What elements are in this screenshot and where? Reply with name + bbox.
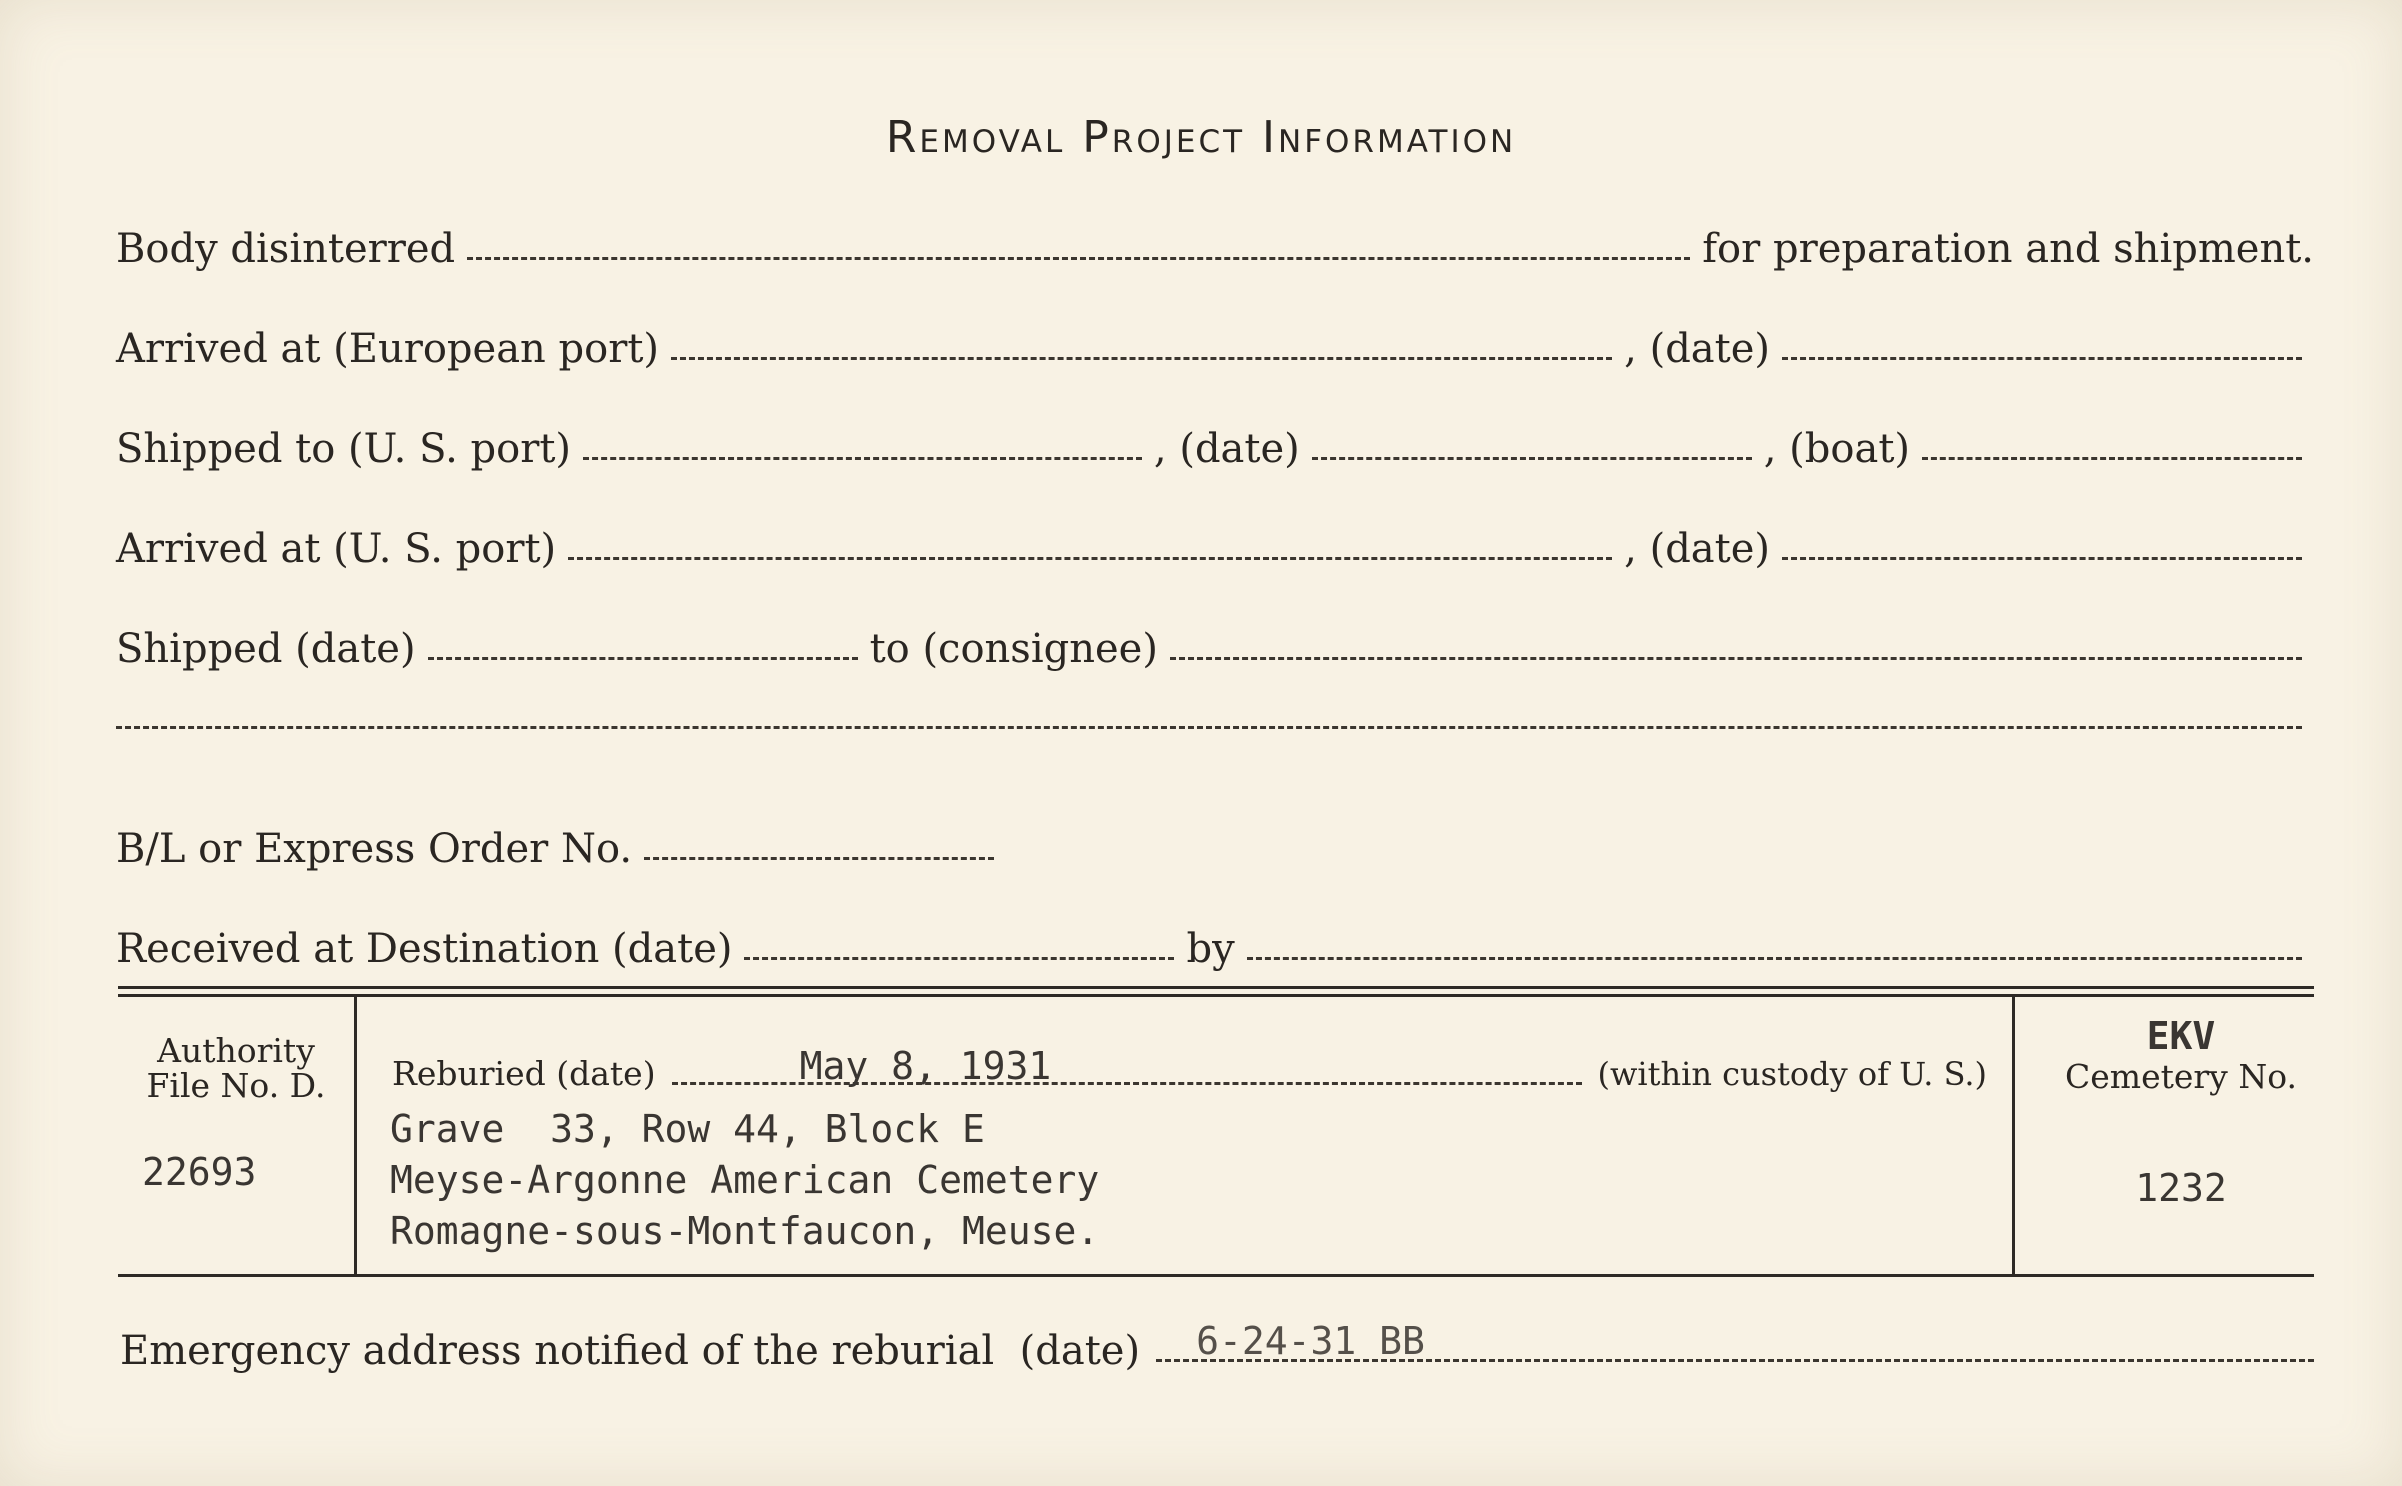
- shipped-date-label: Shipped (date): [116, 626, 416, 672]
- arrived-us-port-field[interactable]: [568, 557, 1612, 560]
- authority-label-line2: File No. D.: [146, 1065, 326, 1105]
- emergency-date-field[interactable]: [1156, 1319, 2314, 1363]
- received-date-field[interactable]: [744, 957, 1174, 960]
- european-port-field[interactable]: [671, 357, 1612, 360]
- shipped-us-port-label: Shipped to (U. S. port): [116, 426, 571, 472]
- reburied-date-value: May 8, 1931: [799, 1044, 1052, 1088]
- row-arrived-european-port: [116, 326, 2314, 372]
- row-received-destination: [116, 926, 2314, 972]
- consignee-field[interactable]: [1170, 657, 2302, 660]
- box-bottom-rule: [118, 1274, 2314, 1277]
- grave-location: [390, 1104, 1099, 1257]
- shipped-date-field[interactable]: [428, 657, 858, 660]
- emergency-address-label: Emergency address notified of the reburial (date): [120, 1328, 1141, 1374]
- cemetery-number-label: Cemetery No.: [2065, 1057, 2297, 1096]
- shipped-us-date-field[interactable]: [1312, 457, 1752, 460]
- authority-label-line1: Authority: [157, 1031, 315, 1070]
- row-consignee-continued: [116, 726, 2314, 741]
- emergency-date-value: 6-24-31 BB: [1196, 1319, 1425, 1363]
- consignee-label: to (consignee): [869, 626, 1158, 672]
- boat-label: , (boat): [1763, 426, 1910, 472]
- row-bill-of-lading: [116, 826, 2314, 872]
- consignee-continued-field[interactable]: [116, 726, 2302, 729]
- european-port-date-field[interactable]: [1782, 357, 2302, 360]
- received-destination-label: Received at Destination (date): [116, 926, 733, 972]
- reburied-date-field[interactable]: [672, 1044, 1582, 1088]
- body-disinterred-label: Body disinterred: [116, 226, 456, 272]
- arrived-us-date-field[interactable]: [1782, 557, 2302, 560]
- row-body-disinterred: [116, 226, 2314, 272]
- arrived-us-port-label: Arrived at (U. S. port): [116, 526, 557, 572]
- box-divider-right: [2012, 996, 2015, 1274]
- grave-line: Grave 33, Row 44, Block E: [390, 1107, 985, 1151]
- european-port-label: Arrived at (European port): [116, 326, 660, 372]
- arrived-us-date-label: , (date): [1624, 526, 1770, 572]
- boat-field[interactable]: [1922, 457, 2302, 460]
- box-divider-left: [354, 996, 357, 1274]
- bill-of-lading-field[interactable]: [644, 857, 994, 860]
- custody-label: (within custody of U. S.): [1597, 1055, 1987, 1093]
- card-title: Removal Project Information: [885, 112, 1517, 163]
- row-emergency-address: [120, 1319, 2314, 1374]
- received-by-label: by: [1186, 926, 1235, 972]
- row-shipped-consignee: [116, 626, 2314, 672]
- authority-label: [122, 1031, 350, 1105]
- cemetery-town-line: Romagne-sous-Montfaucon, Meuse.: [390, 1209, 1100, 1253]
- reburied-row: [392, 1044, 1987, 1093]
- row-arrived-us-port: [116, 526, 2314, 572]
- cemetery-code: EKV: [2146, 1014, 2216, 1058]
- preparation-label: for preparation and shipment.: [1702, 226, 2314, 272]
- shipped-us-date-label: , (date): [1153, 426, 1300, 472]
- authority-file-number: 22693: [142, 1150, 257, 1194]
- cemetery-number: 1232: [2135, 1166, 2227, 1210]
- reburied-date-label: Reburied (date): [392, 1054, 656, 1093]
- european-port-date-label: , (date): [1624, 326, 1770, 372]
- bill-of-lading-label: B/L or Express Order No.: [116, 826, 633, 872]
- cemetery-name-line: Meyse-Argonne American Cemetery: [390, 1158, 1100, 1202]
- shipped-us-port-field[interactable]: [583, 457, 1142, 460]
- body-disinterred-field[interactable]: [467, 257, 1690, 260]
- row-shipped-us-port: [116, 426, 2314, 472]
- box-top-rule-double: [118, 994, 2314, 997]
- box-top-rule: [118, 986, 2314, 989]
- received-by-field[interactable]: [1247, 957, 2302, 960]
